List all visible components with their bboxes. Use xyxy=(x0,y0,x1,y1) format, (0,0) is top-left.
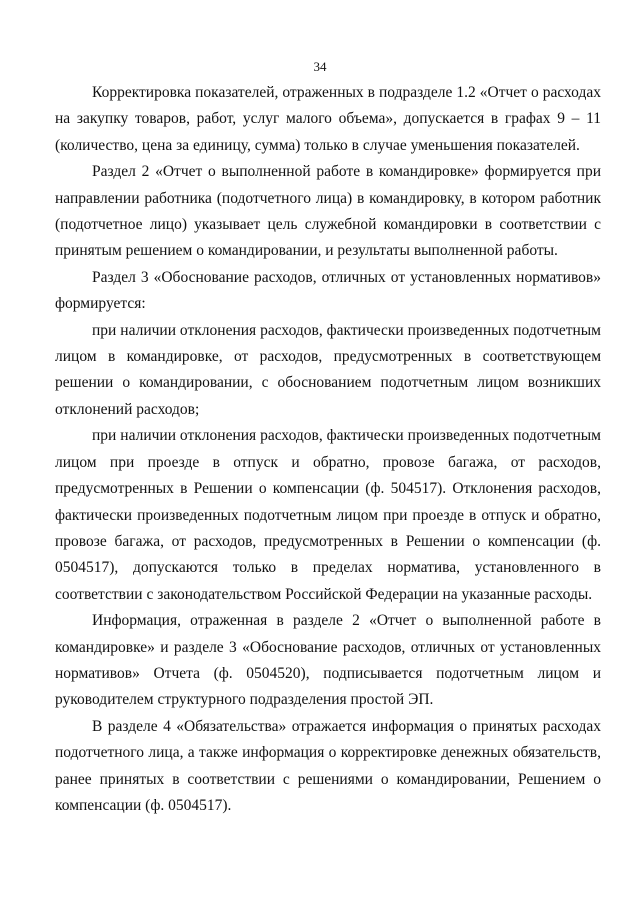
paragraph-correction: Корректировка показателей, отраженных в подразделе 1.2 «Отчет о расходах на закупку товаров, работ, услуг малого объема», допускается в графах 9 – 11 (количество, цена за единицу, сумма) только в случае уменьшения показателей. xyxy=(55,84,601,154)
paragraph-section-3: Раздел 3 «Обоснование расходов, отличных от установленных нормативов» формируется: xyxy=(55,268,601,313)
paragraph-deviation-business-trip: при наличии отклонения расходов, фактически произведенных подотчетным лицом в командировке, от расходов, предусмотренных в соответствующем решении о командировании, с обоснованием подотчетным лицом возникших отклонений расходов; xyxy=(55,321,601,418)
document-body xyxy=(55,80,601,819)
paragraph-signing: Информация, отраженная в разделе 2 «Отчет о выполненной работе в командировке» и разделе 3 «Обоснование расходов, отличных от установленных нормативов» Отчета (ф. 0504520), подписывается подотчетным лицом и руководителем структурного подразделения простой ЭП. xyxy=(55,612,601,709)
paragraph-section-2: Раздел 2 «Отчет о выполненной работе в командировке» формируется при направлении работника (подотчетного лица) в командировку, в котором работник (подотчетное лицо) указывает цель служебной командировки в соответствии с принятым решением о командировании, и результаты выполненной работы. xyxy=(55,163,601,260)
paragraph-deviation-vacation-travel: при наличии отклонения расходов, фактически произведенных подотчетным лицом при проезде в отпуск и обратно, провозе багажа, от расходов, предусмотренных в Решении о компенсации (ф. 504517). Отклонения расходов, фактически произведенных подотчетным лицом при проезде в отпуск и обратно, провозе багажа, от расходов, предусмотренных в Решении о компенсации (ф. 0504517), допускаются только в пределах норматива, установленного в соответствии с законодательством Российской Федерации на указанные расходы. xyxy=(55,427,601,603)
page-number: 34 xyxy=(313,59,327,74)
paragraph-section-4: В разделе 4 «Обязательства» отражается информация о принятых расходах подотчетного лица, а также информация о корректировке денежных обязательств, ранее принятых в соответствии с решениями о командировании, Решением о компенсации (ф. 0504517). xyxy=(55,717,601,814)
